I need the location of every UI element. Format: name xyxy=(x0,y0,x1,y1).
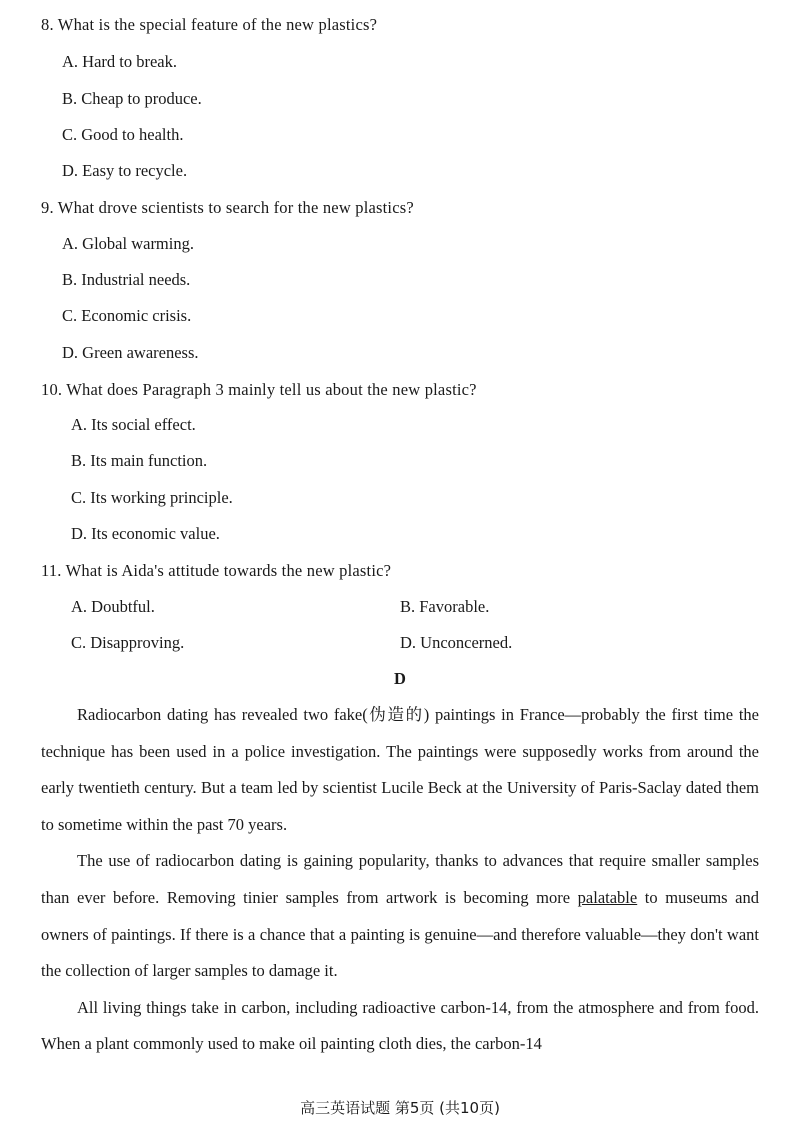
question-11-option-c: C. Disapproving. xyxy=(71,633,185,652)
question-8-option-d: D. Easy to recycle. xyxy=(62,161,188,180)
question-10-stem: 10. What does Paragraph 3 mainly tell us about the new plastic? xyxy=(41,380,477,399)
question-10-option-c: C. Its working principle. xyxy=(71,488,233,507)
question-9-option-c: C. Economic crisis. xyxy=(62,306,192,325)
question-11-option-b: B. Favorable. xyxy=(400,597,490,616)
question-9-option-a: A. Global warming. xyxy=(62,234,194,253)
question-11-stem: 11. What is Aida's attitude towards the new plastic? xyxy=(41,561,392,580)
passage-paragraph-1: Radiocarbon dating has revealed two fake(伪造的) paintings in France—probably the first time the technique has been used in a police investigation. The paintings were supposedly works from around the early twentieth century. But a team led by scientist Lucile Beck at the University of Paris-Saclay dated them to sometime within the past 70 years. xyxy=(41,705,759,834)
question-8-option-b: B. Cheap to produce. xyxy=(62,89,202,108)
question-10-option-d: D. Its economic value. xyxy=(71,524,220,543)
section-heading-d: D xyxy=(394,669,406,688)
passage-paragraph-2-text-a: The use of radiocarbon dating is gaining popularity, thanks to advances that require smaller samples than ever before. Removing tinier samples from artwork is becoming more xyxy=(41,851,759,907)
question-8-option-a: A. Hard to break. xyxy=(62,52,178,71)
question-9-option-b: B. Industrial needs. xyxy=(62,270,191,289)
question-8-option-c: C. Good to health. xyxy=(62,125,184,144)
passage-paragraph-3: All living things take in carbon, including radioactive carbon-14, from the atmosphere and from food. When a plant commonly used to make oil painting cloth dies, the carbon-14 xyxy=(41,997,759,1054)
passage-paragraph-2 xyxy=(41,843,759,989)
passage-paragraph-2-text-b: to museums and owners of paintings. If there is a chance that a painting is genuine—and therefore valuable—they don't want the collection of larger samples to damage it. xyxy=(41,887,759,981)
question-10-option-b: B. Its main function. xyxy=(71,451,208,470)
question-10-option-a: A. Its social effect. xyxy=(71,415,196,434)
question-9-option-d: D. Green awareness. xyxy=(62,343,199,362)
underlined-word-palatable: palatable xyxy=(577,887,638,907)
passage xyxy=(41,697,759,1063)
question-8-stem: 8. What is the special feature of the new plastics? xyxy=(41,15,378,34)
page-footer: 高三英语试题 第5页 (共10页) xyxy=(300,1099,500,1117)
question-11-option-d: D. Unconcerned. xyxy=(400,633,513,652)
question-11-option-a: A. Doubtful. xyxy=(71,597,155,616)
question-9-stem: 9. What drove scientists to search for the new plastics? xyxy=(41,198,414,217)
